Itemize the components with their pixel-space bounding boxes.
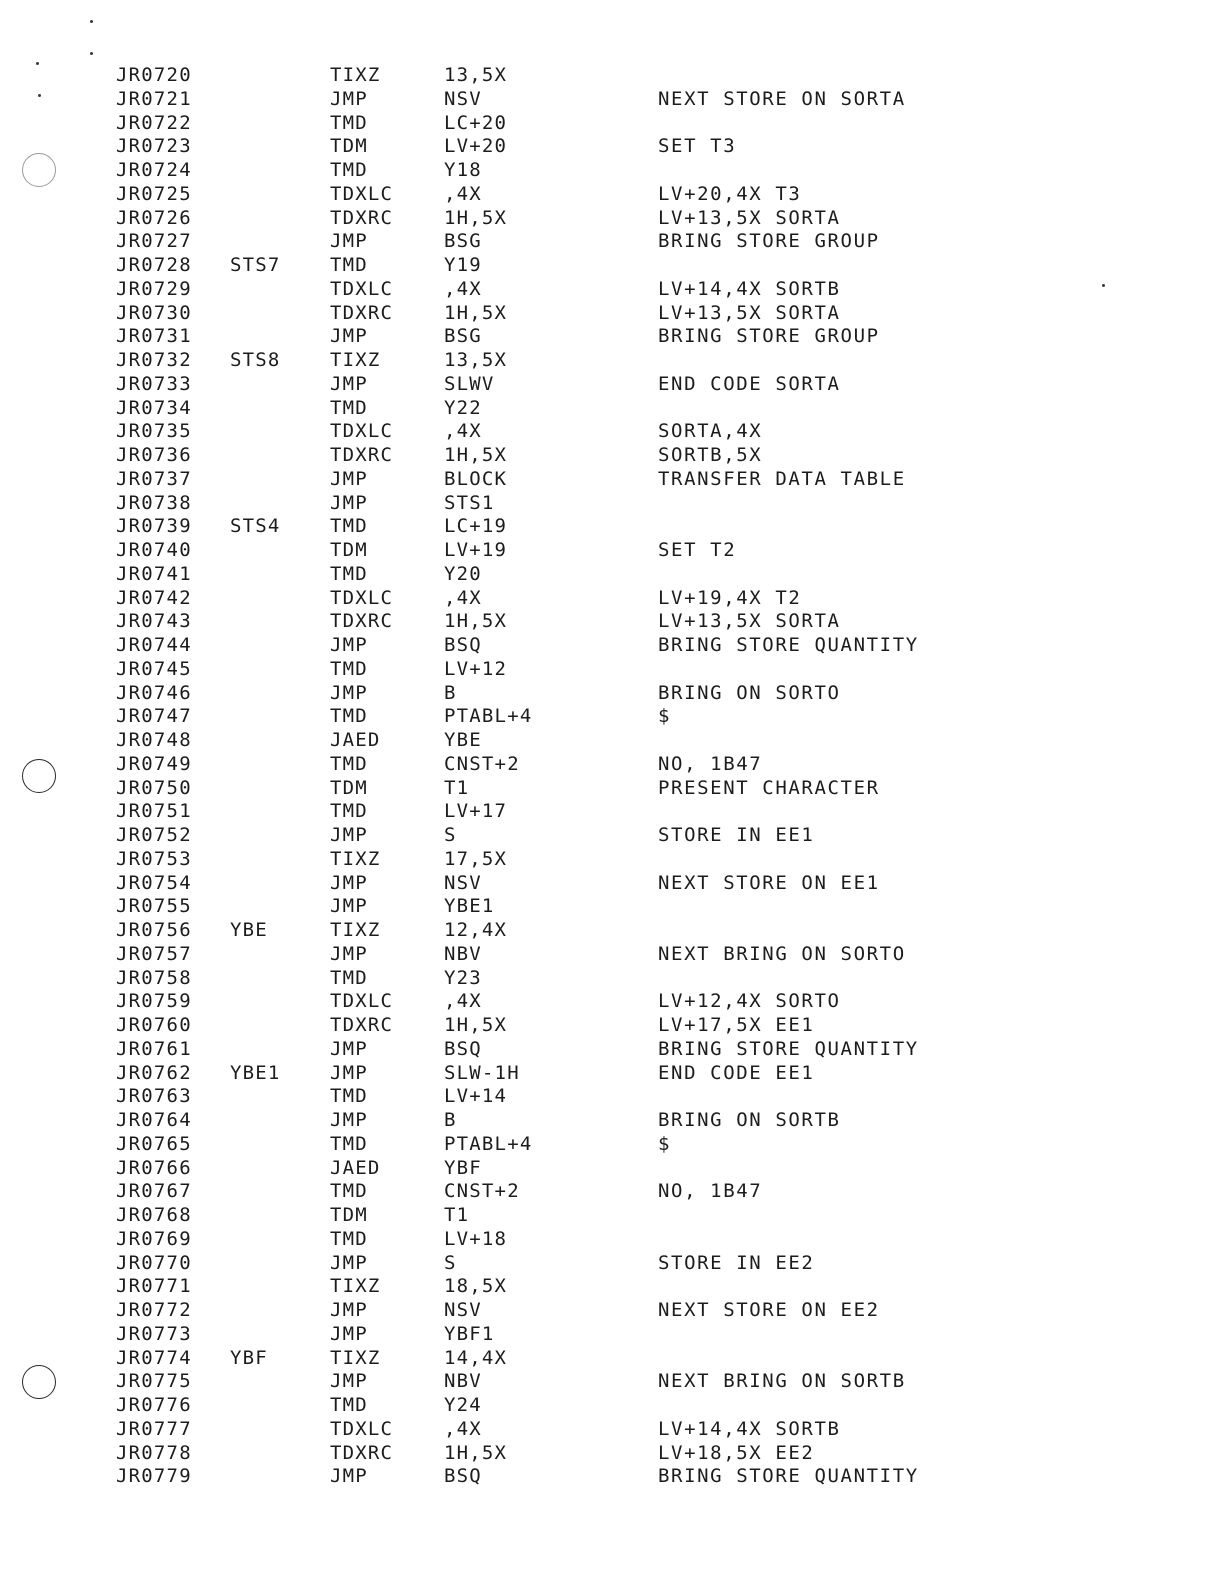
- comment-field: SORTA,4X: [658, 420, 763, 443]
- operand-field: NSV: [444, 1299, 482, 1321]
- opcode-field: TDXLC: [330, 1417, 394, 1440]
- comment-field: SORTB,5X: [658, 444, 763, 466]
- operand-field: T1: [444, 776, 470, 799]
- comment-field: SET T2: [658, 539, 737, 561]
- comment-field: NEXT STORE ON SORTA: [658, 87, 906, 110]
- opcode-field: JMP: [330, 681, 368, 704]
- line-number: JR0727: [116, 230, 192, 253]
- opcode-field: TDM: [330, 776, 368, 799]
- operand-field: NSV: [444, 871, 482, 894]
- comment-field: BRING STORE QUANTITY: [658, 1465, 919, 1488]
- line-number: JR0752: [116, 824, 192, 846]
- opcode-field: TDXRC: [330, 206, 394, 229]
- comment-field: LV+12,4X SORTO: [658, 990, 841, 1013]
- comment-field: NEXT STORE ON EE1: [658, 871, 880, 894]
- opcode-field: TMD: [330, 800, 368, 823]
- opcode-field: JMP: [330, 895, 368, 918]
- opcode-field: TMD: [330, 515, 368, 538]
- line-number: JR0739: [116, 515, 192, 538]
- opcode-field: JMP: [330, 230, 368, 253]
- operand-field: ,4X: [444, 182, 482, 205]
- opcode-field: TMD: [330, 562, 368, 585]
- operand-field: ,4X: [444, 586, 482, 609]
- operand-field: Y24: [444, 1394, 482, 1416]
- listing-line: [0, 563, 1224, 587]
- line-number: JR0777: [116, 1417, 192, 1440]
- line-number: JR0748: [116, 729, 192, 751]
- listing-line: [0, 444, 1224, 468]
- opcode-field: TMD: [330, 111, 368, 134]
- line-number: JR0732: [116, 349, 192, 371]
- line-number: JR0772: [116, 1299, 192, 1321]
- comment-field: BRING ON SORTB: [658, 1109, 841, 1131]
- listing-line: [0, 468, 1224, 492]
- listing-line: [0, 777, 1224, 801]
- opcode-field: TDXLC: [330, 182, 394, 205]
- line-number: JR0729: [116, 277, 192, 300]
- listing-line: [0, 634, 1224, 658]
- comment-field: BRING STORE QUANTITY: [658, 1037, 919, 1060]
- operand-field: 13,5X: [444, 64, 508, 86]
- opcode-field: TIXZ: [330, 64, 381, 86]
- listing-line: [0, 919, 1224, 943]
- opcode-field: JMP: [330, 87, 368, 110]
- opcode-field: TIXZ: [330, 1346, 381, 1369]
- listing-line: [0, 230, 1224, 254]
- line-number: JR0769: [116, 1227, 192, 1250]
- operand-field: 1H,5X: [444, 610, 508, 633]
- listing-line: [0, 943, 1224, 967]
- listing-line: [0, 539, 1224, 563]
- listing-line: [0, 302, 1224, 326]
- line-number: JR0774: [116, 1346, 192, 1369]
- opcode-field: JMP: [330, 1061, 368, 1084]
- line-number: JR0746: [116, 681, 192, 704]
- listing-line: [0, 207, 1224, 231]
- line-number: JR0768: [116, 1204, 192, 1226]
- assembly-listing: [0, 64, 1224, 1489]
- operand-field: ,4X: [444, 990, 482, 1013]
- comment-field: LV+14,4X SORTB: [658, 1417, 841, 1440]
- comment-field: PRESENT CHARACTER: [658, 776, 880, 799]
- operand-field: NSV: [444, 87, 482, 110]
- line-number: JR0760: [116, 1014, 192, 1036]
- line-number: JR0736: [116, 444, 192, 466]
- operand-field: LV+17: [444, 800, 508, 823]
- listing-line: [0, 135, 1224, 159]
- line-number: JR0773: [116, 1322, 192, 1345]
- comment-field: SET T3: [658, 135, 737, 158]
- line-number: JR0767: [116, 1180, 192, 1203]
- opcode-field: TIXZ: [330, 919, 381, 941]
- line-number: JR0726: [116, 206, 192, 229]
- listing-line: [0, 1109, 1224, 1133]
- operand-field: YBE: [444, 729, 482, 751]
- listing-line: [0, 753, 1224, 777]
- operand-field: Y22: [444, 396, 482, 419]
- line-number: JR0722: [116, 111, 192, 134]
- line-number: JR0771: [116, 1275, 192, 1298]
- opcode-field: TDXRC: [330, 444, 394, 466]
- listing-line: [0, 1465, 1224, 1489]
- opcode-field: TMD: [330, 396, 368, 419]
- line-number: JR0743: [116, 610, 192, 633]
- opcode-field: JMP: [330, 871, 368, 894]
- opcode-field: JMP: [330, 1370, 368, 1393]
- line-number: JR0737: [116, 467, 192, 490]
- comment-field: NO, 1B47: [658, 752, 763, 775]
- opcode-field: JMP: [330, 1465, 368, 1488]
- opcode-field: TIXZ: [330, 1275, 381, 1298]
- operand-field: SLW-1H: [444, 1061, 520, 1084]
- listing-line: [0, 1085, 1224, 1109]
- comment-field: LV+13,5X SORTA: [658, 610, 841, 633]
- line-number: JR0742: [116, 586, 192, 609]
- line-number: JR0720: [116, 64, 192, 86]
- listing-line: [0, 420, 1224, 444]
- listing-line: [0, 278, 1224, 302]
- line-number: JR0779: [116, 1465, 192, 1488]
- paper-speck: [90, 52, 93, 55]
- line-number: JR0762: [116, 1061, 192, 1084]
- listing-line: [0, 682, 1224, 706]
- label-field: STS7: [230, 254, 281, 276]
- operand-field: BSQ: [444, 1037, 482, 1060]
- line-number: JR0751: [116, 800, 192, 823]
- listing-line: [0, 1014, 1224, 1038]
- line-number: JR0754: [116, 871, 192, 894]
- listing-line: [0, 183, 1224, 207]
- operand-field: ,4X: [444, 1417, 482, 1440]
- operand-field: LV+18: [444, 1227, 508, 1250]
- opcode-field: TMD: [330, 1132, 368, 1155]
- listing-line: [0, 800, 1224, 824]
- line-number: JR0775: [116, 1370, 192, 1393]
- comment-field: NO, 1B47: [658, 1180, 763, 1203]
- opcode-field: JMP: [330, 467, 368, 490]
- opcode-field: TDXLC: [330, 420, 394, 443]
- comment-field: NEXT BRING ON SORTO: [658, 942, 906, 965]
- opcode-field: TDXRC: [330, 1441, 394, 1464]
- line-number: JR0756: [116, 919, 192, 941]
- operand-field: B: [444, 1109, 457, 1131]
- comment-field: $: [658, 1132, 672, 1155]
- line-number: JR0765: [116, 1132, 192, 1155]
- operand-field: Y19: [444, 254, 482, 276]
- operand-field: 12,4X: [444, 919, 508, 941]
- line-number: JR0764: [116, 1109, 192, 1131]
- comment-field: LV+14,4X SORTB: [658, 277, 841, 300]
- comment-field: STORE IN EE1: [658, 824, 815, 846]
- line-number: JR0723: [116, 135, 192, 158]
- listing-line: [0, 658, 1224, 682]
- label-field: STS4: [230, 515, 281, 538]
- listing-line: [0, 1394, 1224, 1418]
- label-field: YBF: [230, 1346, 268, 1369]
- operand-field: CNST+2: [444, 752, 520, 775]
- listing-line: [0, 872, 1224, 896]
- comment-field: LV+13,5X SORTA: [658, 206, 841, 229]
- opcode-field: TDM: [330, 1204, 368, 1226]
- operand-field: Y23: [444, 966, 482, 989]
- operand-field: BSG: [444, 325, 482, 348]
- operand-field: 18,5X: [444, 1275, 508, 1298]
- listing-line: [0, 1275, 1224, 1299]
- listing-line: [0, 349, 1224, 373]
- operand-field: LV+14: [444, 1085, 508, 1108]
- comment-field: LV+13,5X SORTA: [658, 301, 841, 324]
- listing-line: [0, 824, 1224, 848]
- operand-field: SLWV: [444, 372, 495, 395]
- line-number: JR0730: [116, 301, 192, 324]
- line-number: JR0745: [116, 657, 192, 680]
- label-field: YBE: [230, 919, 268, 941]
- comment-field: BRING STORE GROUP: [658, 230, 880, 253]
- line-number: JR0724: [116, 159, 192, 181]
- opcode-field: TMD: [330, 1227, 368, 1250]
- opcode-field: TIXZ: [330, 349, 381, 371]
- opcode-field: TDXRC: [330, 610, 394, 633]
- opcode-field: TMD: [330, 705, 368, 728]
- line-number: JR0741: [116, 562, 192, 585]
- listing-line: [0, 112, 1224, 136]
- listing-line: [0, 729, 1224, 753]
- opcode-field: TDXLC: [330, 586, 394, 609]
- listing-line: [0, 1204, 1224, 1228]
- line-number: JR0749: [116, 752, 192, 775]
- label-field: YBE1: [230, 1061, 281, 1084]
- operand-field: ,4X: [444, 277, 482, 300]
- line-number: JR0776: [116, 1394, 192, 1416]
- operand-field: ,4X: [444, 420, 482, 443]
- listing-line: [0, 990, 1224, 1014]
- line-number: JR0738: [116, 491, 192, 514]
- operand-field: S: [444, 824, 457, 846]
- opcode-field: TMD: [330, 1180, 368, 1203]
- line-number: JR0728: [116, 254, 192, 276]
- operand-field: 17,5X: [444, 847, 508, 870]
- opcode-field: TMD: [330, 1085, 368, 1108]
- comment-field: STORE IN EE2: [658, 1251, 815, 1274]
- operand-field: YBF: [444, 1156, 482, 1179]
- listing-line: [0, 1418, 1224, 1442]
- operand-field: BSG: [444, 230, 482, 253]
- opcode-field: TMD: [330, 657, 368, 680]
- opcode-field: JMP: [330, 1109, 368, 1131]
- operand-field: PTABL+4: [444, 1132, 533, 1155]
- listing-line: [0, 967, 1224, 991]
- opcode-field: TMD: [330, 966, 368, 989]
- line-number: JR0734: [116, 396, 192, 419]
- operand-field: BSQ: [444, 634, 482, 656]
- operand-field: STS1: [444, 491, 495, 514]
- opcode-field: JMP: [330, 1037, 368, 1060]
- line-number: JR0778: [116, 1441, 192, 1464]
- operand-field: 1H,5X: [444, 444, 508, 466]
- listing-line: [0, 1252, 1224, 1276]
- listing-line: [0, 1442, 1224, 1466]
- opcode-field: TIXZ: [330, 847, 381, 870]
- listing-line: [0, 325, 1224, 349]
- opcode-field: JMP: [330, 942, 368, 965]
- listing-line: [0, 848, 1224, 872]
- line-number: JR0740: [116, 539, 192, 561]
- listing-line: [0, 1133, 1224, 1157]
- operand-field: LV+12: [444, 657, 508, 680]
- opcode-field: TDXRC: [330, 301, 394, 324]
- opcode-field: TMD: [330, 1394, 368, 1416]
- opcode-field: JAED: [330, 729, 381, 751]
- opcode-field: TDM: [330, 539, 368, 561]
- opcode-field: JMP: [330, 372, 368, 395]
- line-number: JR0731: [116, 325, 192, 348]
- comment-field: LV+19,4X T2: [658, 586, 802, 609]
- operand-field: 1H,5X: [444, 1014, 508, 1036]
- operand-field: Y20: [444, 562, 482, 585]
- operand-field: BSQ: [444, 1465, 482, 1488]
- line-number: JR0725: [116, 182, 192, 205]
- line-number: JR0761: [116, 1037, 192, 1060]
- line-number: JR0750: [116, 776, 192, 799]
- listing-line: [0, 1347, 1224, 1371]
- operand-field: LC+20: [444, 111, 508, 134]
- opcode-field: JMP: [330, 1322, 368, 1345]
- line-number: JR0770: [116, 1251, 192, 1274]
- operand-field: LC+19: [444, 515, 508, 538]
- listing-line: [0, 1062, 1224, 1086]
- listing-line: [0, 1299, 1224, 1323]
- label-field: STS8: [230, 349, 281, 371]
- opcode-field: JMP: [330, 634, 368, 656]
- line-number: JR0744: [116, 634, 192, 656]
- opcode-field: TDXRC: [330, 1014, 394, 1036]
- listing-line: [0, 587, 1224, 611]
- operand-field: Y18: [444, 159, 482, 181]
- opcode-field: TMD: [330, 159, 368, 181]
- operand-field: 14,4X: [444, 1346, 508, 1369]
- comment-field: BRING STORE QUANTITY: [658, 634, 919, 656]
- opcode-field: JMP: [330, 1299, 368, 1321]
- operand-field: S: [444, 1251, 457, 1274]
- listing-line: [0, 1370, 1224, 1394]
- listing-line: [0, 705, 1224, 729]
- comment-field: BRING ON SORTO: [658, 681, 841, 704]
- line-number: JR0735: [116, 420, 192, 443]
- operand-field: 1H,5X: [444, 301, 508, 324]
- operand-field: B: [444, 681, 457, 704]
- opcode-field: JMP: [330, 824, 368, 846]
- line-number: JR0733: [116, 372, 192, 395]
- line-number: JR0763: [116, 1085, 192, 1108]
- listing-line: [0, 1038, 1224, 1062]
- line-number: JR0758: [116, 966, 192, 989]
- operand-field: 13,5X: [444, 349, 508, 371]
- comment-field: END CODE EE1: [658, 1061, 815, 1084]
- comment-field: NEXT BRING ON SORTB: [658, 1370, 906, 1393]
- listing-line: [0, 64, 1224, 88]
- comment-field: LV+20,4X T3: [658, 182, 802, 205]
- line-number: JR0721: [116, 87, 192, 110]
- opcode-field: TMD: [330, 752, 368, 775]
- operand-field: NBV: [444, 1370, 482, 1393]
- operand-field: YBF1: [444, 1322, 495, 1345]
- line-number: JR0747: [116, 705, 192, 728]
- listing-line: [0, 397, 1224, 421]
- listing-line: [0, 895, 1224, 919]
- opcode-field: TDXLC: [330, 277, 394, 300]
- opcode-field: TMD: [330, 254, 368, 276]
- line-number: JR0753: [116, 847, 192, 870]
- opcode-field: TDXLC: [330, 990, 394, 1013]
- comment-field: $: [658, 705, 672, 728]
- comment-field: LV+18,5X EE2: [658, 1441, 815, 1464]
- operand-field: BLOCK: [444, 467, 508, 490]
- opcode-field: JMP: [330, 491, 368, 514]
- listing-line: [0, 1323, 1224, 1347]
- opcode-field: JMP: [330, 1251, 368, 1274]
- operand-field: LV+20: [444, 135, 508, 158]
- comment-field: BRING STORE GROUP: [658, 325, 880, 348]
- operand-field: CNST+2: [444, 1180, 520, 1203]
- line-number: JR0757: [116, 942, 192, 965]
- operand-field: 1H,5X: [444, 1441, 508, 1464]
- line-number: JR0755: [116, 895, 192, 918]
- comment-field: NEXT STORE ON EE2: [658, 1299, 880, 1321]
- listing-line: [0, 88, 1224, 112]
- listing-line: [0, 373, 1224, 397]
- line-number: JR0759: [116, 990, 192, 1013]
- listing-line: [0, 159, 1224, 183]
- opcode-field: JAED: [330, 1156, 381, 1179]
- operand-field: LV+19: [444, 539, 508, 561]
- listing-line: [0, 515, 1224, 539]
- listing-line: [0, 610, 1224, 634]
- listing-line: [0, 1228, 1224, 1252]
- opcode-field: JMP: [330, 325, 368, 348]
- opcode-field: TDM: [330, 135, 368, 158]
- comment-field: END CODE SORTA: [658, 372, 841, 395]
- operand-field: PTABL+4: [444, 705, 533, 728]
- operand-field: NBV: [444, 942, 482, 965]
- listing-line: [0, 254, 1224, 278]
- listing-line: [0, 1157, 1224, 1181]
- line-number: JR0766: [116, 1156, 192, 1179]
- comment-field: TRANSFER DATA TABLE: [658, 467, 906, 490]
- listing-line: [0, 492, 1224, 516]
- operand-field: 1H,5X: [444, 206, 508, 229]
- listing-line: [0, 1180, 1224, 1204]
- operand-field: YBE1: [444, 895, 495, 918]
- operand-field: T1: [444, 1204, 470, 1226]
- comment-field: LV+17,5X EE1: [658, 1014, 815, 1036]
- paper-speck: [90, 20, 93, 23]
